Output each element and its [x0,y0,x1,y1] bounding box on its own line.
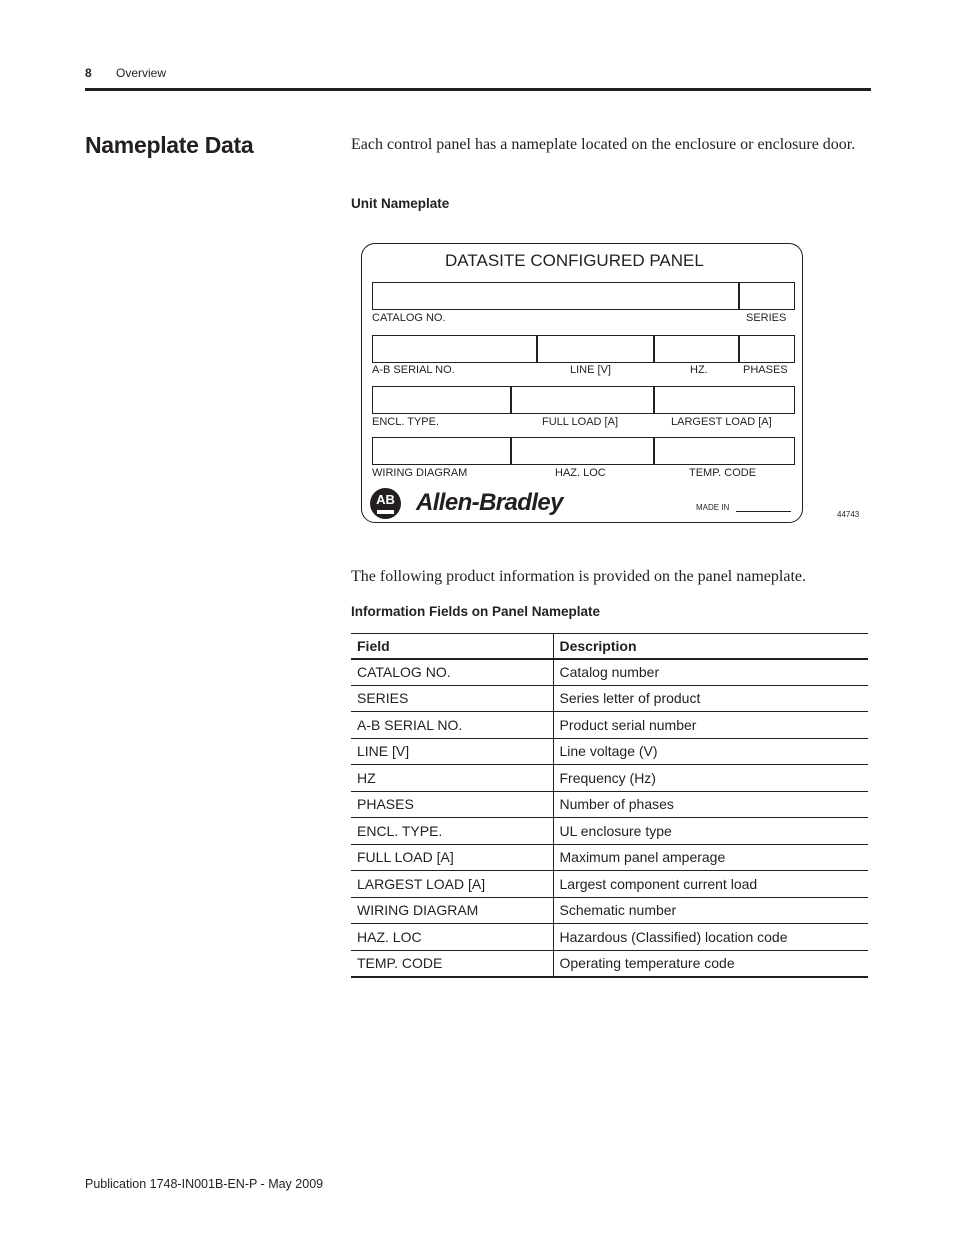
series-label: SERIES [746,312,787,324]
wiring-diagram-label: WIRING DIAGRAM [372,467,468,479]
encl-type-label: ENCL. TYPE. [372,416,440,428]
publication-footer: Publication 1748-IN001B-EN-P - May 2009 [85,1177,324,1191]
table-row [351,897,868,924]
field-cell: HAZ. LOC [351,924,553,951]
table-row [351,818,868,845]
series-box [738,282,795,310]
description-column-header: Description [553,634,868,659]
section-name: Overview [116,66,167,80]
table-row [351,950,868,977]
description-cell: Schematic number [553,897,868,924]
field-cell: FULL LOAD [A] [351,844,553,871]
wiring-diagram-box [372,437,512,465]
temp-code-label: TEMP. CODE [689,467,757,479]
brand-name: Allen-Bradley [416,489,563,516]
field-cell: TEMP. CODE [351,950,553,977]
made-in-label: MADE IN [696,503,730,512]
field-cell: SERIES [351,685,553,712]
nameplate-caption: Unit Nameplate [351,196,450,211]
table-row [351,659,868,686]
info-paragraph: The following product information is provided on the panel nameplate. [351,568,806,585]
phases-label: PHASES [743,364,788,376]
table-row [351,791,868,818]
intro-paragraph: Each control panel has a nameplate located on the enclosure or enclosure door. [351,136,856,153]
haz-loc-box [510,437,655,465]
description-cell: Number of phases [553,791,868,818]
table-header-row [351,634,868,659]
table-row [351,738,868,765]
field-cell: LARGEST LOAD [A] [351,871,553,898]
hz-box [653,335,740,363]
serial-no-box [372,335,538,363]
field-cell: WIRING DIAGRAM [351,897,553,924]
description-cell: Frequency (Hz) [553,765,868,792]
table-row [351,765,868,792]
description-cell: UL enclosure type [553,818,868,845]
page-number: 8 [85,66,92,80]
field-cell: A-B SERIAL NO. [351,712,553,739]
made-in-line [736,511,791,512]
full-load-label: FULL LOAD [A] [542,416,619,428]
serial-no-label: A-B SERIAL NO. [372,364,455,376]
field-cell: ENCL. TYPE. [351,818,553,845]
field-cell: PHASES [351,791,553,818]
catalog-no-box [372,282,740,310]
description-cell: Product serial number [553,712,868,739]
field-cell: CATALOG NO. [351,659,553,686]
table-row [351,685,868,712]
description-cell: Maximum panel amperage [553,844,868,871]
largest-load-label: LARGEST LOAD [A] [671,416,772,428]
field-cell: HZ [351,765,553,792]
field-column-header: Field [351,634,553,659]
encl-type-box [372,386,512,414]
line-v-label: LINE [V] [570,364,611,376]
description-cell: Line voltage (V) [553,738,868,765]
information-fields-table [351,633,868,978]
catalog-no-label: CATALOG NO. [372,312,446,324]
section-heading: Nameplate Data [85,132,254,158]
table-row [351,924,868,951]
table-row [351,844,868,871]
table-row [351,871,868,898]
table-caption: Information Fields on Panel Nameplate [351,604,601,619]
description-cell: Hazardous (Classified) location code [553,924,868,951]
nameplate-title: DATASITE CONFIGURED PANEL [445,251,704,270]
temp-code-box [653,437,795,465]
full-load-box [510,386,655,414]
field-cell: LINE [V] [351,738,553,765]
description-cell: Series letter of product [553,685,868,712]
allen-bradley-logo-icon: AB [370,488,401,519]
table-row [351,712,868,739]
header-rule [85,88,871,91]
phases-box [738,335,795,363]
description-cell: Catalog number [553,659,868,686]
description-cell: Operating temperature code [553,950,868,977]
description-cell: Largest component current load [553,871,868,898]
largest-load-box [653,386,795,414]
haz-loc-label: HAZ. LOC [555,467,606,479]
hz-label: HZ. [690,364,708,376]
figure-id: 44743 [837,510,860,519]
line-v-box [536,335,655,363]
logo-bar [377,510,394,514]
